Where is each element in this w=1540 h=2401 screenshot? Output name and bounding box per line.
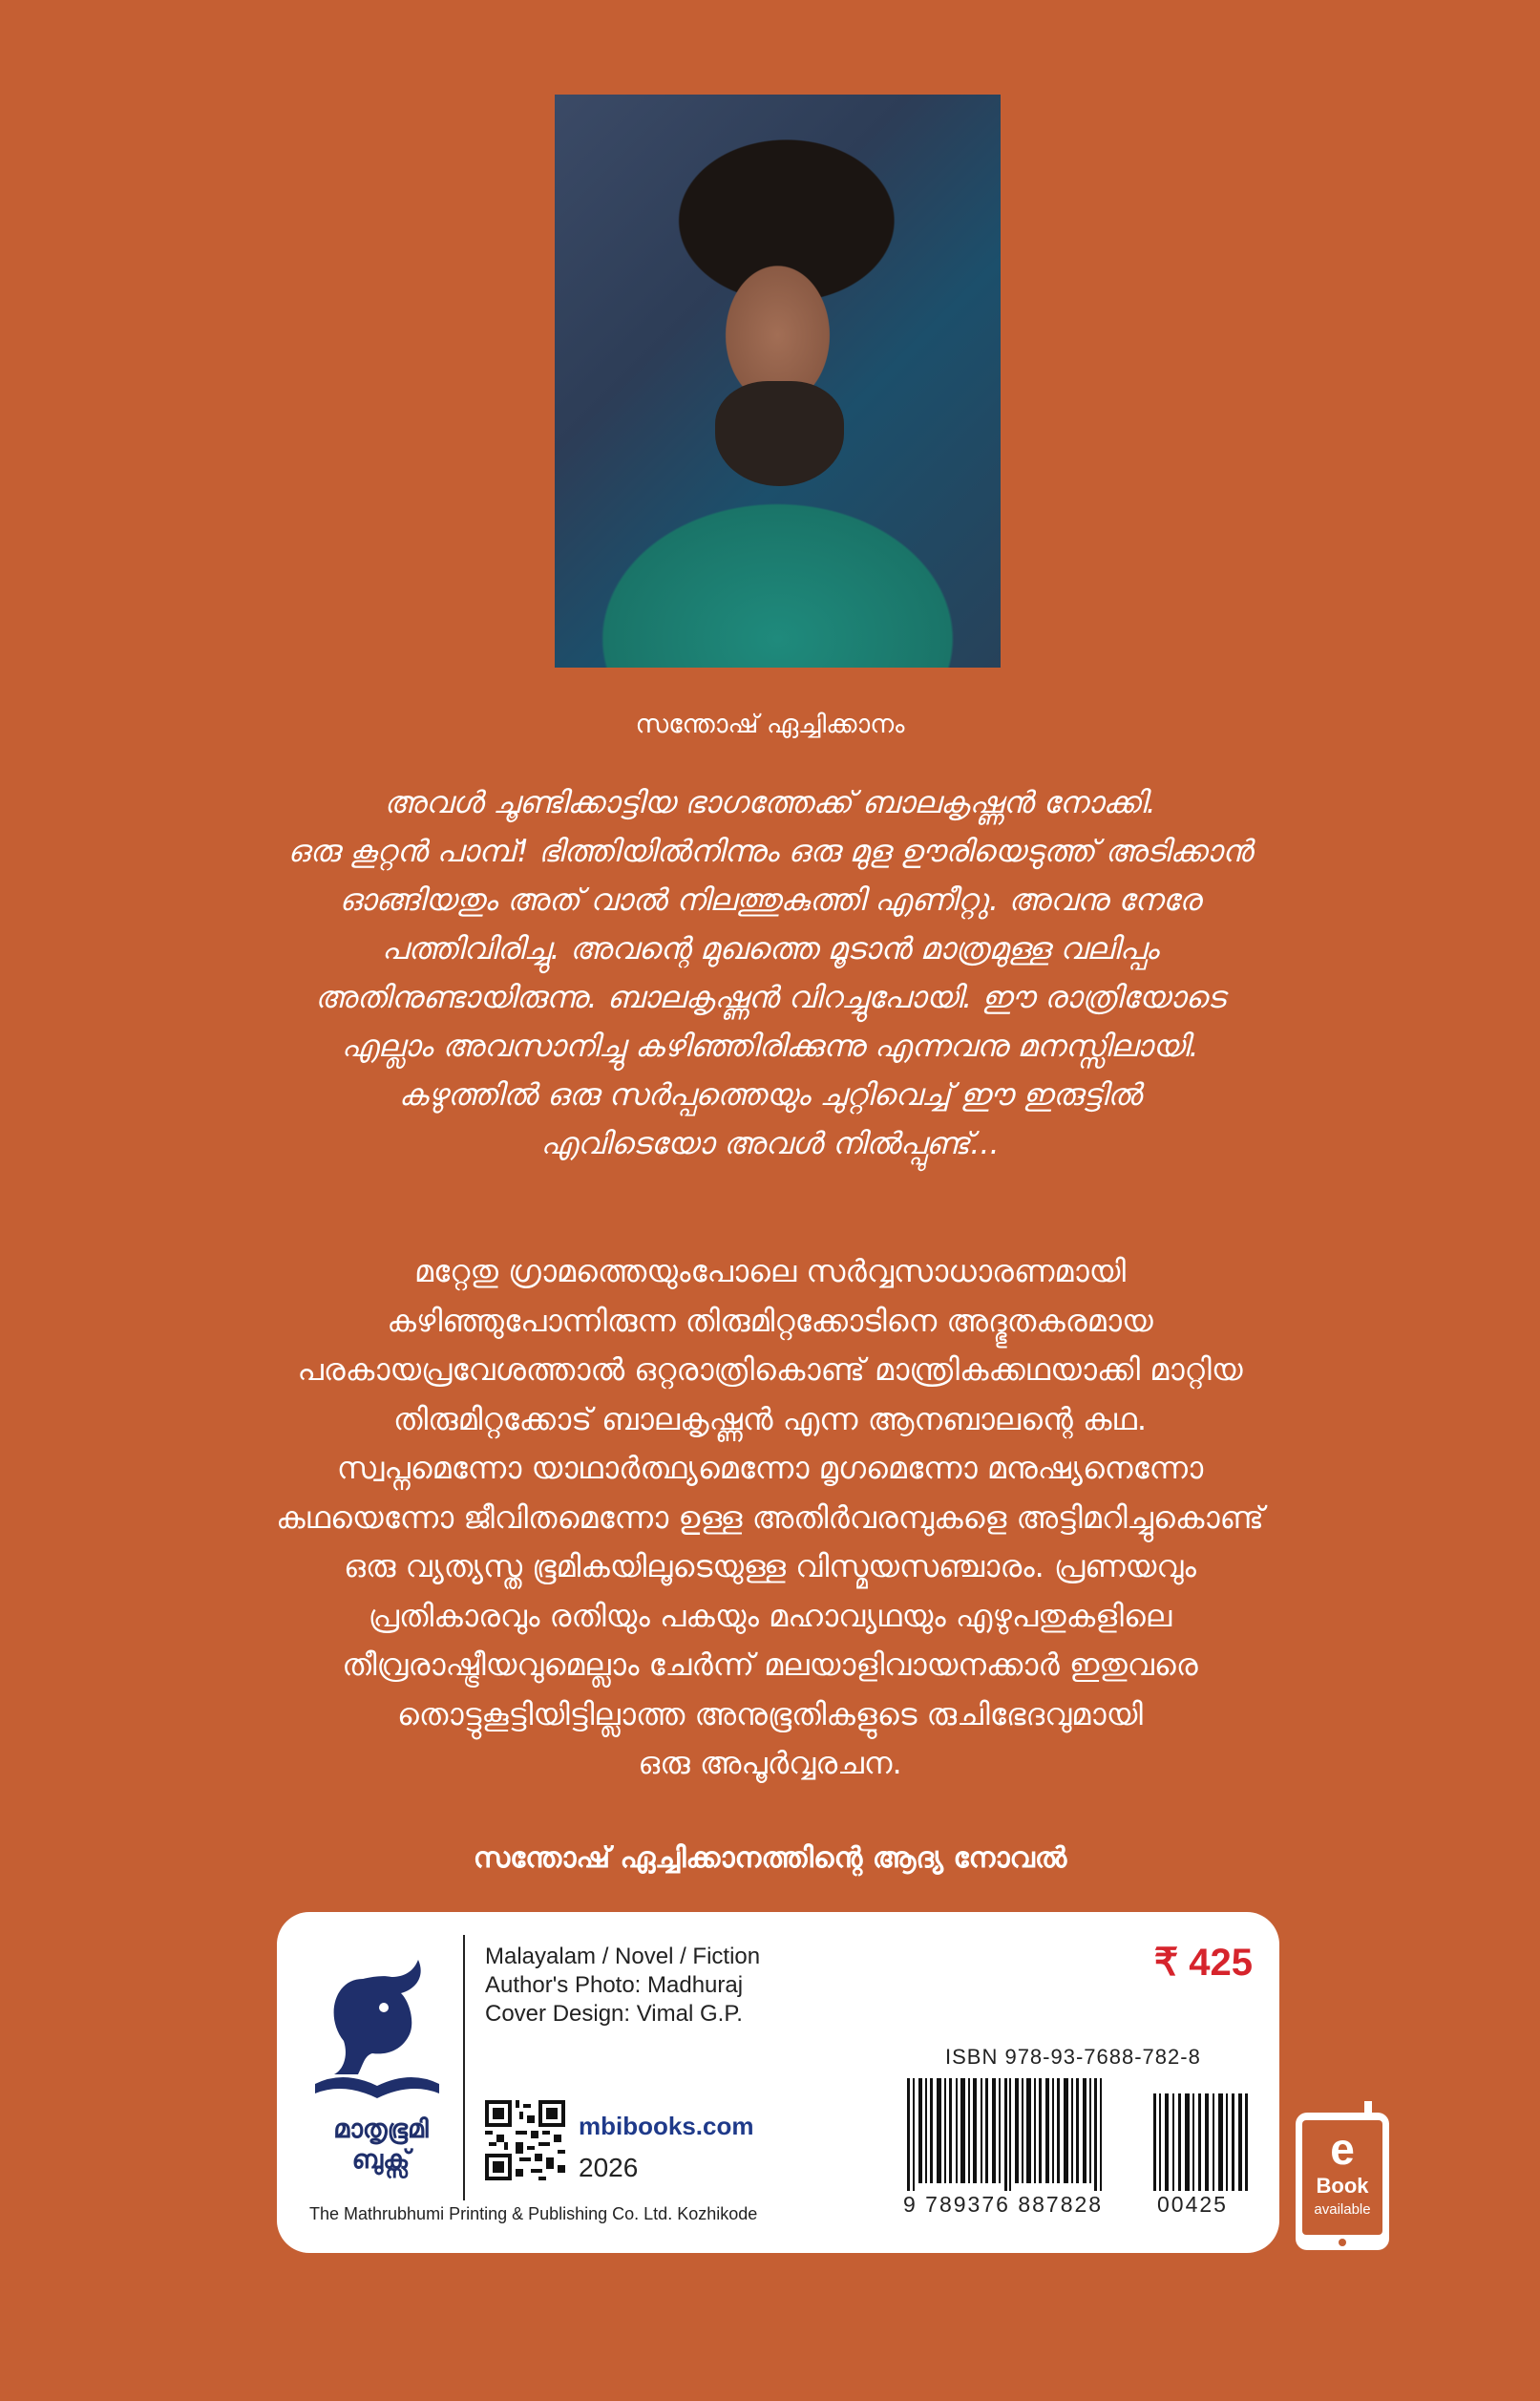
blurb-line: കഥയെന്നോ ജീവിതമെന്നോ ഉള്ള അതിർവരമ്പുകളെ അട്ടിമറിച്ചുകൊണ്ട്	[276, 1498, 1264, 1536]
cover-design-credit: Cover Design: Vimal G.P.	[485, 2001, 743, 2027]
blurb-line: തിരുമിറ്റക്കോട് ബാലകൃഷ്ണൻ എന്ന ആനബാലന്റെ കഥ.	[392, 1400, 1148, 1437]
photo-credit: Author's Photo: Madhuraj	[485, 1972, 744, 1998]
author-photo	[555, 95, 1001, 668]
divider	[463, 1935, 465, 2200]
price-code: 00425	[1157, 2192, 1228, 2217]
blurb-line: പ്രതികാരവും രതിയും പകയും മഹാവ്യഥയും എഴുപതുകളിലെ	[368, 1597, 1172, 1634]
excerpt-line: പത്തിവിരിച്ചു. അവന്റെ മുഖത്തെ മൂടാൻ മാത്രമുള്ള വലിപ്പം	[381, 930, 1159, 967]
tagline: സന്തോഷ് ഏച്ചിക്കാനത്തിന്റെ ആദ്യ നോവൽ	[473, 1841, 1067, 1875]
publication-year: 2026	[579, 2153, 639, 2182]
publisher-line-1: മാതൃഭൂമി	[333, 2114, 429, 2144]
blurb-line: മറ്റേതു ഗ്രാമത്തെയുംപോലെ സർവ്വസാധാരണമായി	[413, 1253, 1127, 1289]
book-meta	[485, 1943, 760, 2029]
author-photo-beard	[715, 381, 844, 486]
author-name: സന്തോഷ് ഏച്ചിക്കാനം	[635, 710, 905, 739]
isbn-barcode-icon	[907, 2078, 1108, 2191]
ebook-letter: e	[1330, 2124, 1355, 2174]
category: Malayalam / Novel / Fiction	[485, 1944, 761, 1969]
excerpt-line: കഴുത്തിൽ ഒരു സർപ്പത്തെയും ചുറ്റിവെച്ച് ഈ ഇരുട്ടിൽ	[398, 1076, 1142, 1113]
publisher-line-2: ബുക്സ്	[351, 2145, 411, 2175]
excerpt-line: ഓങ്ങിയതും അത് വാൽ നിലത്തുകുത്തി എണീറ്റു. അവനു നേരേ	[339, 882, 1201, 918]
barcode-digits: 9 789376 887828	[903, 2192, 1104, 2217]
price-barcode-icon	[1153, 2093, 1249, 2191]
elephant-book-logo-icon	[306, 1950, 449, 2122]
blurb-line: ഒരു വ്യത്യസ്ത ഭൂമികയിലൂടെയുള്ള വിസ്മയസഞ്ചാരം. പ്രണയവും	[344, 1548, 1196, 1584]
excerpt-line: എവിടെയോ അവൾ നിൽപ്പുണ്ട്...	[540, 1125, 1000, 1161]
info-box	[277, 1912, 1279, 2253]
excerpt-line: അതിനുണ്ടായിരുന്നു. ബാലകൃഷ്ണൻ വിറച്ചുപോയി. ഈ രാത്രിയോടെ	[314, 979, 1226, 1015]
excerpt-line: അവൾ ചൂണ്ടിക്കാട്ടിയ ഭാഗത്തേക്ക് ബാലകൃഷ്ണൻ നോക്കി.	[384, 784, 1156, 820]
imprint: The Mathrubhumi Printing & Publishing Co. Ltd. Kozhikode	[309, 2204, 758, 2223]
publisher-name	[309, 2114, 453, 2176]
excerpt-line: ഒരു കൂറ്റൻ പാമ്പ്! ഭിത്തിയിൽനിന്നും ഒരു മുള ഊരിയെടുത്ത് അടിക്കാൻ	[287, 833, 1253, 869]
blurb-line: പരകായപ്രവേശത്താൽ ഒറ്റരാത്രികൊണ്ട് മാന്ത്രികക്കഥയാക്കി മാറ്റിയ	[297, 1351, 1243, 1388]
blurb-line: ഒരു അപൂർവ്വരചന.	[638, 1745, 902, 1781]
blurb	[134, 1247, 1406, 1789]
ebook-available-icon	[1292, 2101, 1393, 2254]
ebook-word: Book	[1316, 2174, 1369, 2198]
blurb-line: തൊട്ടുകൂട്ടിയിട്ടില്ലാത്ത അനുഭൂതികളുടെ രുചിഭേദവുമായി	[397, 1695, 1143, 1732]
price: ₹ 425	[1153, 1942, 1253, 1984]
excerpt	[134, 778, 1406, 1168]
blurb-line: കഴിഞ്ഞുപോന്നിരുന്ന തിരുമിറ്റക്കോടിനെ അദ്ഭുതകരമായ	[387, 1302, 1153, 1339]
excerpt-line: എല്ലാം അവസാനിച്ചു കഴിഞ്ഞിരിക്കുന്നു എന്നവനു മനസ്സിലായി.	[341, 1028, 1199, 1064]
blurb-line: തീവ്രരാഷ്ട്രീയവുമെല്ലാം ചേർന്ന് മലയാളിവായനക്കാർ ഇതുവരെ	[342, 1647, 1198, 1683]
website-link[interactable]: mbibooks.com	[579, 2112, 754, 2140]
isbn: ISBN 978-93-7688-782-8	[945, 2045, 1201, 2069]
ebook-available: available	[1314, 2201, 1371, 2218]
qr-code-icon	[485, 2100, 565, 2180]
blurb-line: സ്വപ്നമെന്നോ യാഥാർത്ഥ്യമെന്നോ മൃഗമെന്നോ മനുഷ്യനെന്നോ	[336, 1450, 1204, 1486]
